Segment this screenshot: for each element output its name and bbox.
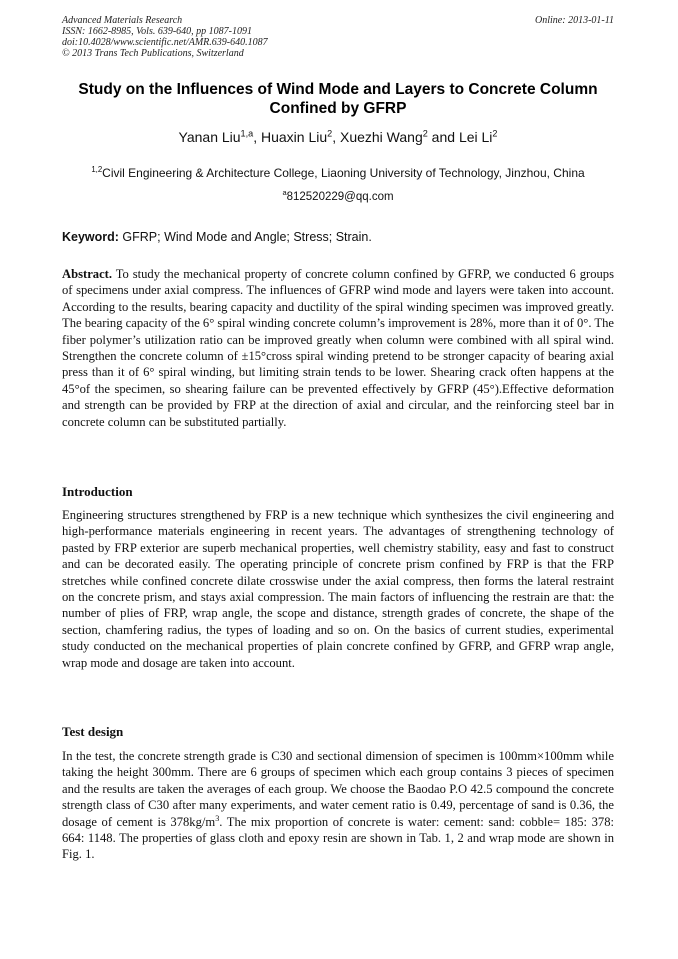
introduction-heading: Introduction bbox=[62, 484, 133, 499]
test-design-text: In the test, the concrete strength grade is C30 and sectional dimension of specimen is 100mm×100mm while taking the height 300mm. There are 6 groups of specimen which each group contains 3 pieces of specimen and the results are taken the averages of each group. We choose the Baodao P.O 42.5 compound the concrete strength class of C30 after many experiments, and water cement ratio is 0.49, percentage of sand is 0.36, the dosage of cement is 378kg/m bbox=[62, 749, 614, 829]
author-affiliation-mark: 2 bbox=[327, 128, 333, 139]
author-name: Yanan Liu bbox=[178, 129, 241, 145]
author-separator: , bbox=[332, 129, 340, 145]
journal-name: Advanced Materials Research bbox=[62, 15, 183, 26]
author-affiliation-mark: 2 bbox=[492, 128, 498, 139]
email-text: 812520229@qq.com bbox=[286, 191, 394, 203]
author-email bbox=[62, 190, 614, 204]
journal-header bbox=[62, 15, 614, 59]
abstract-label: Abstract. bbox=[62, 267, 113, 281]
affiliation bbox=[62, 166, 614, 180]
introduction-paragraph: Engineering structures strengthened by FRP is a new technique which synthesizes the civil engineering and high-performance materials engineering in recent years. The advantages of strengthening technology of pasted by FRP exterior are superb mechanical properties, well chemistry stability, easy and fast to construct and can be decorated easily. The operating principle of concrete prism confined by FRP is that the FRP stretches while confined concrete dilate crosswise under the axial compress, then forms the lateral restraint on the concrete prism, and stays axial compression. The main factors of influencing the restrain are that: the number of plies of FRP, wrap angle, the scope and distance, strength grades of concrete, the shape of the section, chamfering radius, the types of loading and so on. On the basics of current studies, experimental study conducted on the mechanical properties of plain concrete confined by GFRP, and GFRP wrap angle, wrap mode and dosage are taken into account. bbox=[62, 508, 614, 670]
test-design-heading: Test design bbox=[62, 724, 124, 739]
email-mark: a bbox=[282, 188, 287, 198]
keywords-text: GFRP; Wind Mode and Angle; Stress; Strain. bbox=[118, 230, 372, 244]
abstract-text: To study the mechanical property of concrete column confined by GFRP, we conducted 6 groups of specimens under axial compress. The influences of GFRP wind mode and layers were taken into account. According to the results, bearing capacity and ductility of the spiral winding specimen was improved greatly. The bearing capacity of the 6° spiral winding concrete column’s improvement is 28%, more than it of 0°. The fiber polymer’s utilization ratio can be improved greatly when column were combined with all spiral wind. Strengthen the concrete column of ±15°cross spiral winding pretend to be stronger capacity of bearing axial press than it of 6° spiral winding, but limiting strain tends to be lower. Shearing crack often happens at the 45°of the specimen, so shearing failure can be prevented effectively by GFRP (45°).Effective deformation and strength can be provided by FRP at the direction of axial and circular, and the reinforcing steel bar in concrete column can be substituted partially. bbox=[62, 267, 614, 429]
abstract-paragraph bbox=[62, 266, 614, 430]
author-separator: and bbox=[427, 129, 459, 145]
online-date: Online: 2013-01-11 bbox=[535, 15, 614, 26]
author-name: Lei Li bbox=[458, 129, 493, 145]
keywords-label: Keyword: bbox=[62, 230, 119, 244]
paper-title: Study on the Influences of Wind Mode and Layers to Concrete Column Confined by GFRP bbox=[78, 81, 598, 117]
affiliation-text: Civil Engineering & Architecture College, Liaoning University of Technology, Jinzhou, China bbox=[102, 166, 585, 180]
author-name: Huaxin Liu bbox=[260, 129, 328, 145]
keywords bbox=[62, 230, 614, 245]
author-list bbox=[62, 128, 614, 146]
doi-line: doi:10.4028/www.scientific.net/AMR.639-640.1087 bbox=[62, 37, 268, 48]
author-affiliation-mark: 1,a bbox=[240, 128, 254, 139]
affiliation-mark: 1,2 bbox=[91, 165, 103, 174]
author-separator: , bbox=[253, 129, 261, 145]
author-name: Xuezhi Wang bbox=[339, 129, 423, 145]
copyright-line: © 2013 Trans Tech Publications, Switzerland bbox=[62, 48, 244, 59]
unit-exponent: 3 bbox=[215, 813, 220, 823]
test-design-text-continued: . The mix proportion of concrete is water: cement: sand: cobble= 185: 378: 664: 1148. The properties of glass cloth and epoxy resin are shown in Tab. 1, 2 and wrap mode are shown in Fig. 1. bbox=[62, 814, 614, 862]
issn-line: ISSN: 1662-8985, Vols. 639-640, pp 1087-1091 bbox=[62, 26, 252, 37]
author-affiliation-mark: 2 bbox=[422, 128, 428, 139]
test-design-paragraph bbox=[62, 748, 614, 863]
